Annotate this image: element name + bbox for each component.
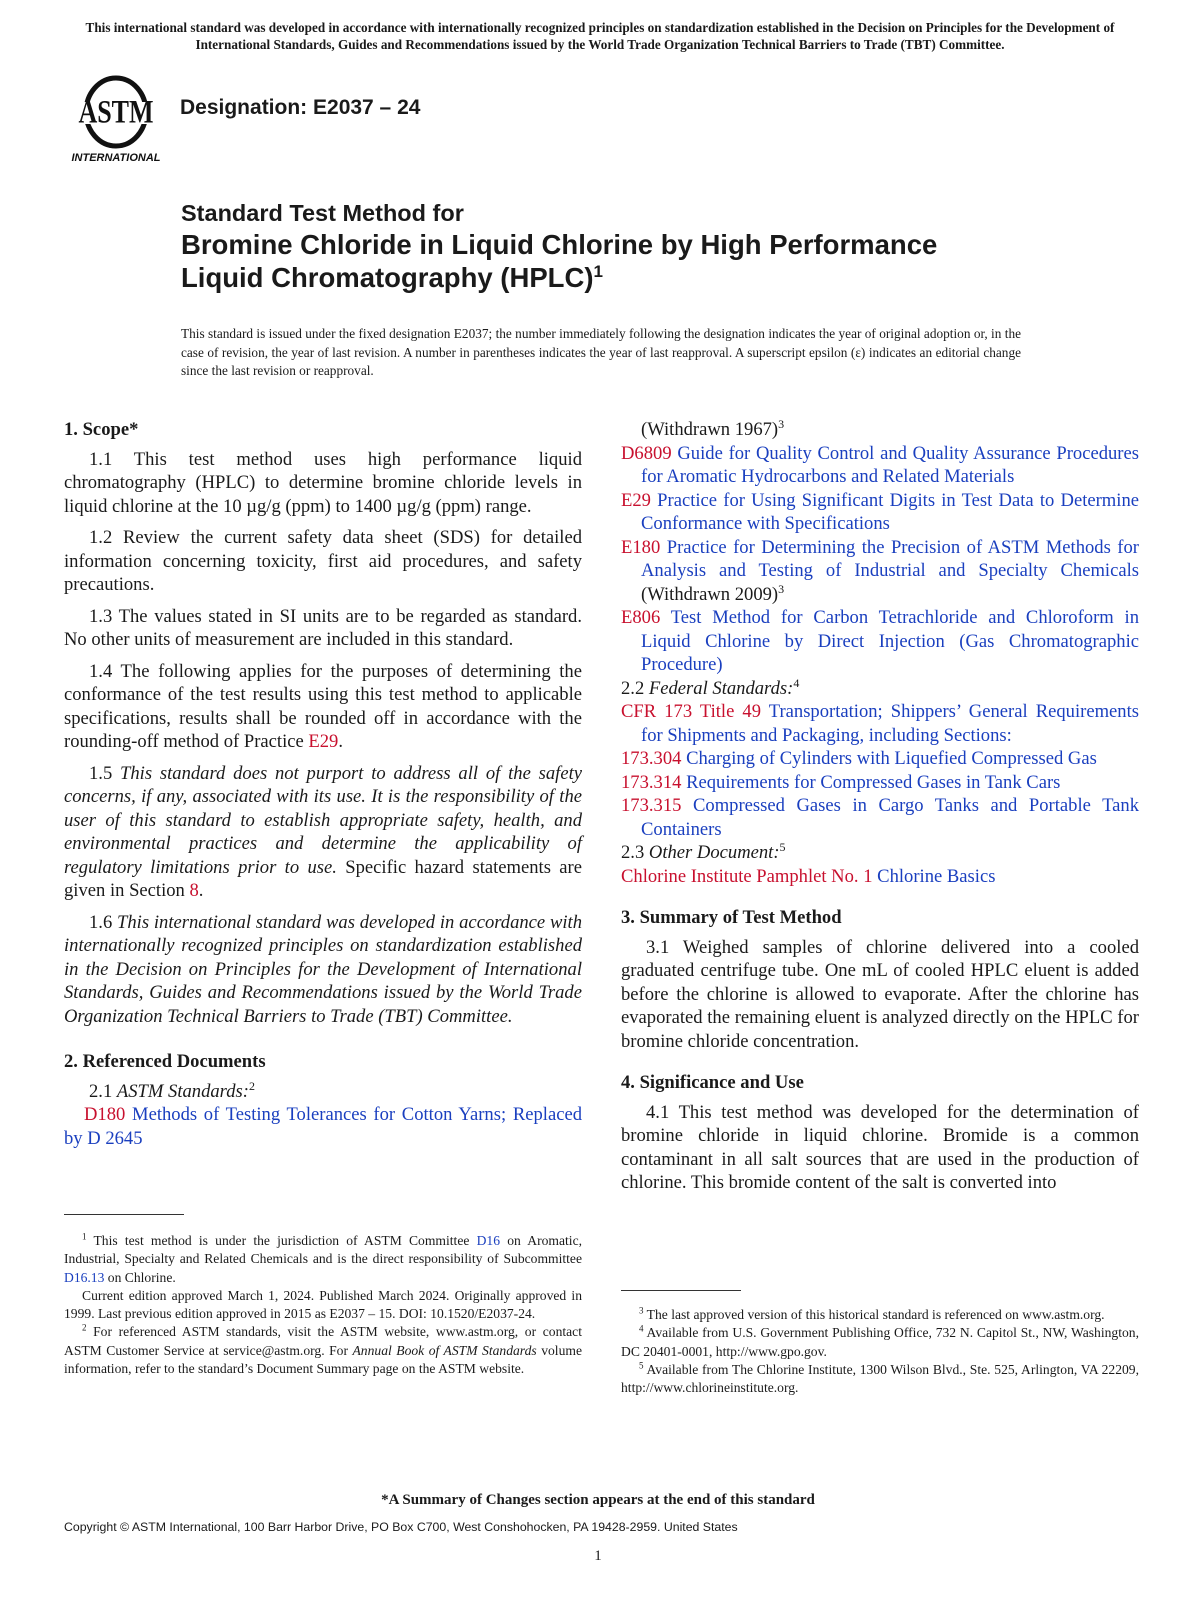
para-1-4: 1.4 The following applies for the purposes of determining the conformance of the test results using this test method to applicable specifications, results shall be rounded off in accordance with the rounding-off method of Practice E29. bbox=[64, 660, 582, 752]
s315-title[interactable]: Compressed Gases in Cargo Tanks and Portable Tank Containers bbox=[641, 795, 1139, 840]
top-notice: This international standard was developed in accordance with internationally recognized principles on standardization established in the Decision on Principles for the Development of International Standards, Guides and Recommendations issued by the World Trade Organization Technical Barriers to Trade (TBT) Committee. bbox=[85, 20, 1115, 52]
astm-standards-label: 2.1 ASTM Standards:$^2$ bbox=[89, 1078, 255, 1102]
link-e29-ref[interactable]: E29 bbox=[621, 489, 651, 511]
page-number: 1 bbox=[594, 1548, 602, 1564]
ref-e806 bbox=[621, 606, 1139, 677]
link-cfr-173[interactable]: CFR 173 Title 49 bbox=[621, 701, 761, 722]
para-3-1: 3.1 Weighed samples of chlorine delivered into a cooled graduated centrifuge tube. One mL of cooled HPLC eluent is added before the chlorine is allowed to evaporate. After the chlorine has evaporated the remaining eluent is analyzed directly on the HPLC for bromine chloride concentration. bbox=[621, 936, 1139, 1052]
link-e29[interactable]: E29 bbox=[308, 731, 339, 752]
copyright-line: Copyright © ASTM International, 100 Barr Harbor Drive, PO Box C700, West Conshohocken, PA 19428-2959. United States bbox=[64, 1520, 738, 1534]
link-d16[interactable]: D16 bbox=[476, 1233, 501, 1248]
designation: Designation: E2037 – 24 bbox=[180, 96, 421, 119]
astm-logo bbox=[64, 70, 168, 166]
footnote-4: $^4$ Available from U.S. Government Publishing Office, 732 N. Capitol St., NW, Washington, DC 20401-0001, http://www.gpo.gov. bbox=[621, 1323, 1139, 1359]
right-column bbox=[621, 418, 1139, 1203]
ref-cfr-173 bbox=[621, 700, 1139, 747]
para-1-1: 1.1 This test method uses high performance liquid chromatography (HPLC) to determine bromine chloride levels in liquid chlorine at the 10 µg/g (ppm) to 1400 µg/g (ppm) range. bbox=[64, 448, 582, 517]
cfr-173-title[interactable]: Transportation; Shippers’ General Requirements for Shipments and Packaging, including Sections: bbox=[641, 701, 1139, 746]
ref-d180 bbox=[64, 1103, 582, 1150]
footnote-5: $^5$ Available from The Chlorine Institute, 1300 Wilson Blvd., Ste. 525, Arlington, VA 22209, http://www.chlorineinstitute.org. bbox=[621, 1360, 1139, 1396]
link-173-315[interactable]: 173.315 bbox=[621, 795, 682, 816]
logo-caption: INTERNATIONAL bbox=[71, 152, 161, 164]
ref-e180: E180 Practice for Determining the Precision of ASTM Methods for Analysis and Testing of Industrial and Specialty Chemicals (Withdrawn 2009)$^3$ bbox=[621, 536, 1139, 605]
referenced-documents-heading: 2. Referenced Documents bbox=[64, 1051, 266, 1072]
para-1-6: 1.6 This international standard was developed in accordance with internationally recognized principles on standardization established in the Decision on Principles for the Development of International Standards, Guides and Recommendations issued by the World Trade Organization Technical Barriers to Trade (TBT) Committee. bbox=[64, 911, 583, 1027]
link-173-304[interactable]: 173.304 bbox=[621, 748, 682, 769]
footnote-1: $^1$ This test method is under the jurisdiction of ASTM Committee D16 on Aromatic, Industrial, Specialty and Related Chemicals and is the direct responsibility of Subcommittee D16.13 on Chlorine. bbox=[64, 1231, 583, 1285]
link-d16-13[interactable]: D16.13 bbox=[64, 1269, 105, 1285]
link-e180[interactable]: E180 bbox=[621, 536, 661, 558]
ref-e29 bbox=[621, 489, 1139, 536]
significance-heading: 4. Significance and Use bbox=[621, 1072, 804, 1093]
footnotes-right bbox=[621, 1306, 1139, 1397]
para-1-3: 1.3 The values stated in SI units are to be regarded as standard. No other units of measurement are included in this standard. bbox=[64, 605, 582, 650]
ref-173-304 bbox=[621, 747, 1139, 771]
footnote-3: $^3$ The last approved version of this historical standard is referenced on www.astm.org. bbox=[639, 1305, 1105, 1322]
d6809-title[interactable]: Guide for Quality Control and Quality Assurance Procedures for Aromatic Hydrocarbons and Related Materials bbox=[641, 442, 1139, 487]
e180-title[interactable]: Practice for Determining the Precision of ASTM Methods for Analysis and Testing of Industrial and Specialty Chemicals bbox=[641, 536, 1139, 581]
chlorine-basics-title[interactable]: Chlorine Basics bbox=[877, 865, 996, 887]
document-title bbox=[181, 198, 1081, 294]
footnotes-left bbox=[64, 1232, 582, 1378]
federal-standards-label: 2.2 Federal Standards:$^4$ bbox=[621, 675, 800, 699]
ref-chlorine-institute bbox=[621, 865, 1139, 889]
footnote-2: $^2$ For referenced ASTM standards, visit the ASTM website, www.astm.org, or contact ASTM Customer Service at service@astm.org. For Annual Book of ASTM Standards volume information, refer to the standard’s Document Summary page on the ASTM website. bbox=[64, 1322, 582, 1377]
para-4-1: 4.1 This test method was developed for the determination of bromine chloride in liquid chlorine. Bromide is a common contaminant in all salt sources that are used in the production of chlorine. This bromide content of the salt is converted into bbox=[621, 1101, 1139, 1193]
e806-title[interactable]: Test Method for Carbon Tetrachloride and Chloroform in Liquid Chlorine by Direct Injection (Gas Chromatographic Procedure) bbox=[641, 607, 1140, 675]
link-chlorine-institute[interactable]: Chlorine Institute Pamphlet No. 1 bbox=[621, 865, 873, 887]
title-footnote-mark: 1 bbox=[593, 261, 603, 281]
link-d180[interactable]: D180 bbox=[84, 1104, 126, 1125]
s314-title[interactable]: Requirements for Compressed Gases in Tank Cars bbox=[686, 771, 1061, 793]
footnote-rule-left bbox=[64, 1214, 184, 1215]
link-173-314[interactable]: 173.314 bbox=[621, 771, 682, 793]
logo-letters: ASTM bbox=[78, 94, 154, 131]
ref-d180-continued: (Withdrawn 1967)$^3$ bbox=[641, 416, 785, 440]
footnote-1-edition: Current edition approved March 1, 2024. Published March 2024. Originally approved in 1999. Last previous edition approved in 2015 as E2037 – 15. DOI: 10.1520/E2037-24. bbox=[64, 1287, 582, 1322]
summary-of-changes-note: *A Summary of Changes section appears at the end of this standard bbox=[381, 1492, 815, 1508]
link-section-8[interactable]: 8 bbox=[189, 880, 199, 901]
ref-d6809 bbox=[621, 442, 1139, 489]
other-document-label: 2.3 Other Document:$^5$ bbox=[621, 839, 786, 863]
summary-heading: 3. Summary of Test Method bbox=[621, 907, 842, 928]
footnote-rule-right bbox=[621, 1290, 741, 1291]
left-column bbox=[64, 418, 582, 1150]
title-line-2: Bromine Chloride in Liquid Chlorine by High Performance bbox=[181, 229, 938, 260]
para-1-2: 1.2 Review the current safety data sheet (SDS) for detailed information concerning toxicity, first aid procedures, and safety precautions. bbox=[64, 527, 582, 595]
link-d6809[interactable]: D6809 bbox=[621, 442, 672, 464]
para-1-5: 1.5 This standard does not purport to address all of the safety concerns, if any, associated with its use. It is the responsibility of the user of this standard to establish appropriate safety, health, and environmental practices and determine the applicability of regulatory limitations prior to use. Specific hazard statements are given in Section 8. bbox=[64, 762, 582, 901]
title-line-1: Standard Test Method for bbox=[181, 200, 464, 226]
issue-note: This standard is issued under the fixed designation E2037; the number immediately following the designation indicates the year of original adoption or, in the case of revision, the year of last revision. A number in parentheses indicates the year of last reapproval. A superscript epsilon (ε) indicates an editorial change since the last revision or reapproval. bbox=[181, 326, 1021, 378]
scope-heading: 1. Scope* bbox=[64, 419, 139, 440]
link-e806[interactable]: E806 bbox=[621, 607, 661, 628]
s304-title[interactable]: Charging of Cylinders with Liquefied Compressed Gas bbox=[686, 748, 1097, 769]
d180-title[interactable]: Methods of Testing Tolerances for Cotton Yarns; Replaced by D 2645 bbox=[64, 1104, 582, 1149]
ref-173-314 bbox=[621, 771, 1139, 795]
ref-173-315 bbox=[621, 794, 1139, 841]
title-line-3: Liquid Chromatography (HPLC)$^1$ bbox=[181, 261, 603, 293]
e29-title[interactable]: Practice for Using Significant Digits in Test Data to Determine Conformance with Specifications bbox=[641, 489, 1139, 534]
